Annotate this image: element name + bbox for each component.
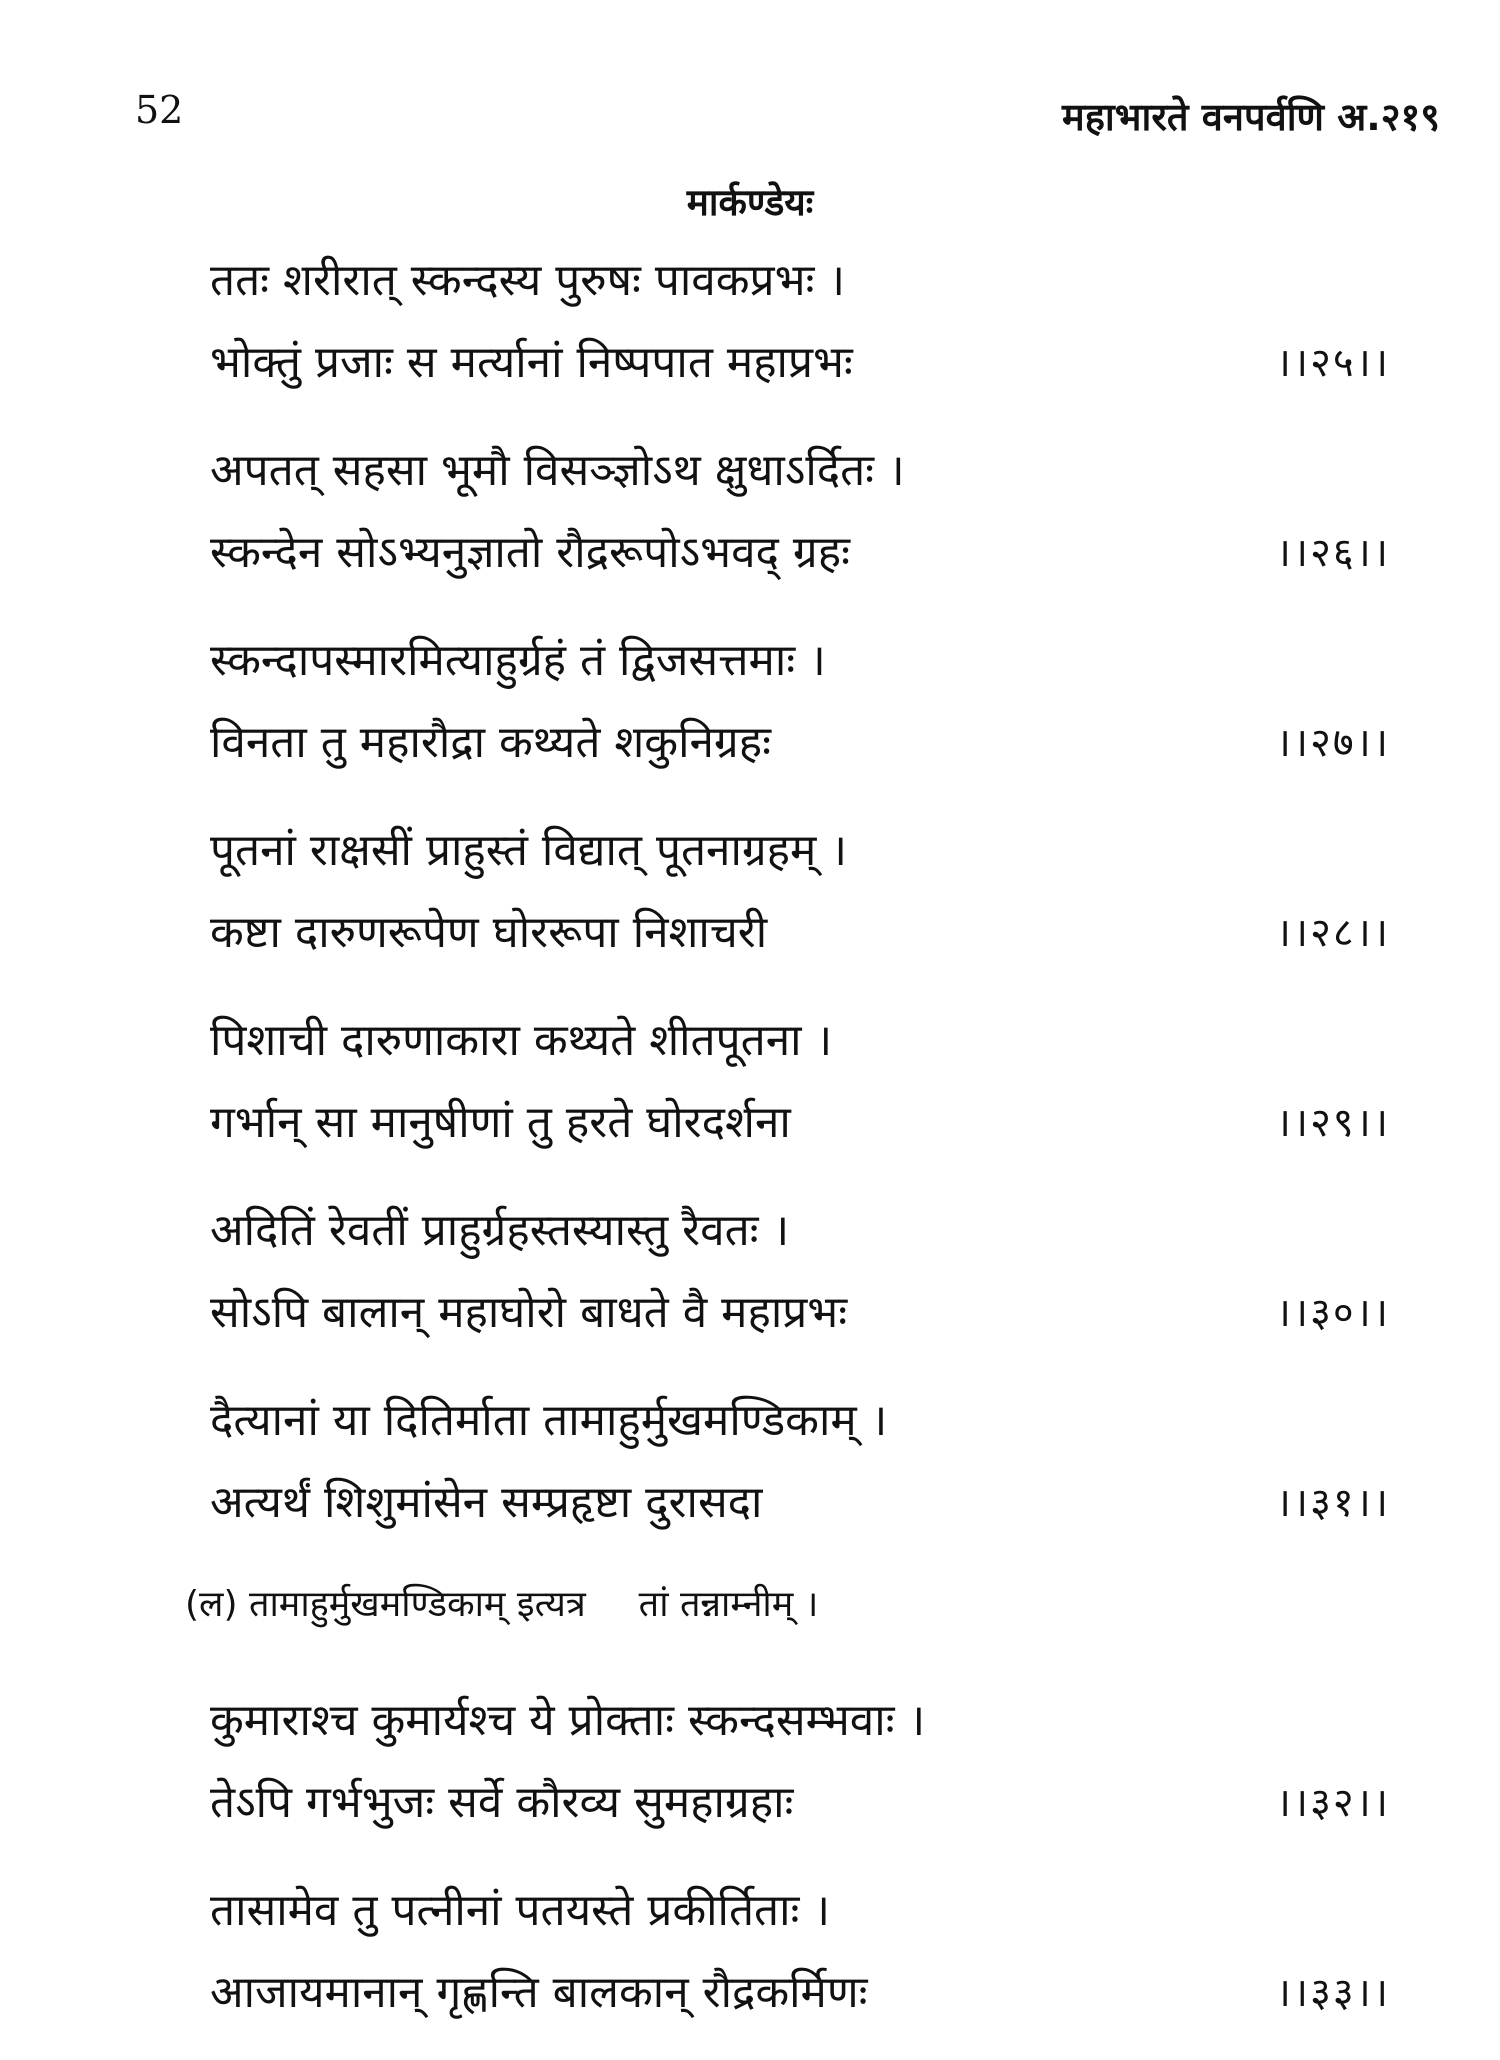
verse-number: ।।३३।। [1275,1970,1390,2016]
verse-number: ।।२५।। [1275,340,1390,386]
verse-32 [210,1680,1390,1844]
verse-line: स्कन्दापस्मारमित्याहुर्ग्रहं तं द्विजसत्तमाः । [210,635,826,686]
verse-line-second [210,322,1390,404]
verse-line-second [210,512,1390,594]
verse-33 [210,1870,1390,2034]
verse-29 [210,1000,1390,1164]
verse-line: कुमाराश्च कुमार्यश्च ये प्रोक्ताः स्कन्दसम्भवाः । [210,1695,926,1746]
verse-number: ।।२६।। [1275,530,1390,576]
speaker-heading: मार्कण्डेयः [686,181,814,224]
verse-line-second [210,892,1390,974]
verse-number: ।।२७।। [1275,720,1390,766]
footnote-text: तामाहुर्मुखमण्डिकाम् इत्यत्र [248,1584,586,1625]
verse-line: अदितिं रेवतीं प्राहुर्ग्रहस्तस्यास्तु रैवतः । [210,1205,790,1256]
verse-26 [210,430,1390,594]
verse-line-second [210,1762,1390,1844]
verse-line: सोऽपि बालान् महाघोरो बाधते वै महाप्रभः [210,1287,848,1338]
verse-line: गर्भान् सा मानुषीणां तु हरते घोरदर्शना [210,1097,791,1148]
verse-31 [210,1380,1390,1544]
verse-line-second [210,1082,1390,1164]
verse-number: ।।२९।। [1275,1100,1390,1146]
verse-line: तेऽपि गर्भभुजः सर्वे कौरव्य सुमहाग्रहाः [210,1777,794,1828]
footnote [185,1570,1390,1640]
verse-line: तासामेव तु पत्नीनां पतयस्ते प्रकीर्तिताः । [210,1885,831,1936]
verse-number: ।।३१।। [1275,1480,1390,1526]
verse-line: विनता तु महारौद्रा कथ्यते शकुनिग्रहः [210,717,771,768]
verse-line-second [210,1462,1390,1544]
verse-line-second [210,1272,1390,1354]
verse-number: ।।३२।। [1275,1780,1390,1826]
verse-line-second [210,1952,1390,2034]
footnote-gloss: तां तन्नाम्नीम् । [638,1584,819,1625]
verse-line: कष्टा दारुणरूपेण घोररूपा निशाचरी [210,907,768,958]
verse-line: दैत्यानां या दितिर्माता तामाहुर्मुखमण्डिकाम् । [210,1395,888,1446]
verse-30 [210,1190,1390,1354]
verse-line: पिशाची दारुणाकारा कथ्यते शीतपूतना । [210,1015,833,1066]
running-head: महाभारते वनपर्वणि अ.२१९ [1062,95,1440,139]
verse-25 [210,240,1390,404]
verse-line: स्कन्देन सोऽभ्यनुज्ञातो रौद्ररूपोऽभवद् ग्रहः [210,527,850,578]
verse-line: पूतनां राक्षसीं प्राहुस्तं विद्यात् पूतनाग्रहम् । [210,825,848,876]
verse-27 [210,620,1390,784]
verse-line: ततः शरीरात् स्कन्दस्य पुरुषः पावकप्रभः । [210,255,846,306]
footnote-marker: (ल) [185,1584,238,1625]
verse-line: आजायमानान् गृह्णन्ति बालकान् रौद्रकर्मिणः [210,1967,868,2018]
verse-list [185,240,1390,2060]
page-number: 52 [135,88,184,132]
verse-line: अत्यर्थं शिशुमांसेन सम्प्रहृष्टा दुरासदा [210,1477,763,1528]
verse-line: अपतत् सहसा भूमौ विसञ्ज्ञोऽथ क्षुधाऽर्दितः । [210,445,905,496]
verse-28 [210,810,1390,974]
verse-number: ।।३०।। [1275,1290,1390,1336]
verse-line: भोक्तुं प्रजाः स मर्त्यानां निष्पपात महाप्रभः [210,337,853,388]
verse-line-second [210,702,1390,784]
verse-number: ।।२८।। [1275,910,1390,956]
